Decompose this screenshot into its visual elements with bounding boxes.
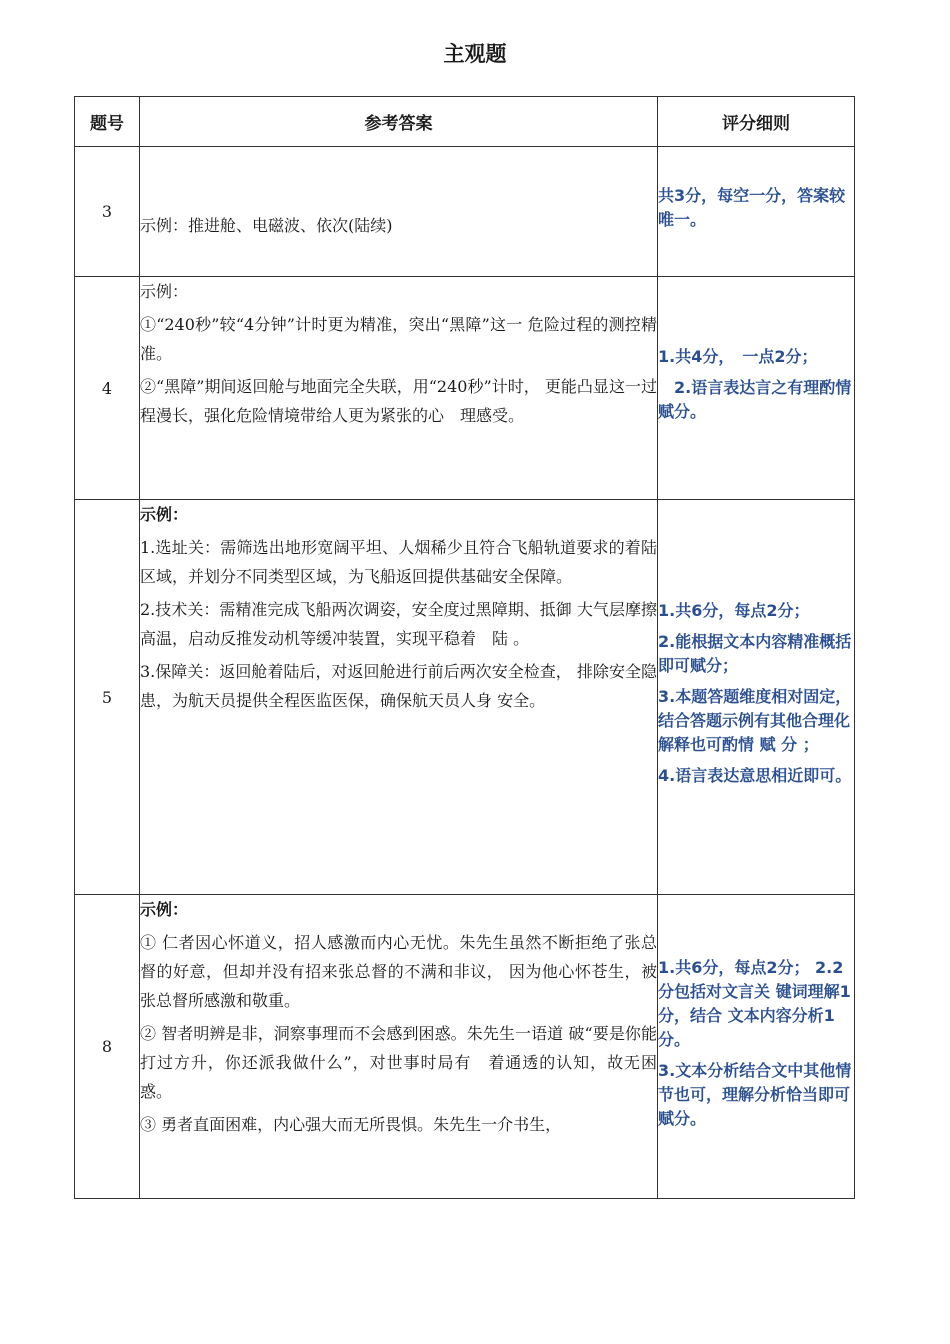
answer-paragraph: ③ 勇者直面困难，内心强大而无所畏惧。朱先生一介书生， [140,1115,562,1134]
table-row [75,500,855,895]
answer-paragraph: ②“黑障”期间返回舱与地面完全失联，用“240秒”计时， 更能凸显这一过程漫长，强化危险情境带给人更为紧张的心 理感受。 [140,377,657,425]
table-header-row [75,97,855,147]
score-cell [658,895,855,1199]
score-rule: 共3分，每空一分，答案较唯一。 [658,186,846,229]
header-score: 评分细则 [658,97,855,147]
answer-label: 示例： [140,900,189,919]
score-rule: 2.语言表达言之有理酌情赋分。 [658,378,852,421]
answer-table [74,96,855,1199]
score-rule: 2.能根据文本内容精准概括即可赋分； [658,632,852,675]
question-number: 8 [75,895,140,1199]
answer-cell [140,147,658,277]
score-rule: 1.共6分，每点2分； 2.2分包括对文言关 键词理解1分，结合 文本内容分析1分。 [658,957,851,1049]
score-rule: 3.本题答题维度相对固定，结合答题示例有其他合理化解释也可酌情 赋 分 ； [658,687,852,754]
answer-cell [140,500,658,895]
page-title: 主观题 [443,42,507,66]
answer-paragraph: 1.选址关：需筛选出地形宽阔平坦、人烟稀少且符合飞船轨道要求的着陆区域，并划分不同类型区域，为飞船返回提供基础安全保障。 [140,538,657,586]
question-number: 5 [75,500,140,895]
answer-paragraph: 2.技术关：需精准完成飞船两次调姿，安全度过黑障期、抵御 大气层摩擦高温，启动反推发动机等缓冲装置，实现平稳着 陆 。 [140,600,657,648]
answer-paragraph: 示例：推进舱、电磁波、依次(陆续) [140,216,393,235]
score-rule: 4.语言表达意思相近即可。 [658,766,852,785]
answer-label: 示例： [140,282,189,301]
score-cell [658,147,855,277]
table-row [75,895,855,1199]
score-rule: 1.共4分， 一点2分； [658,347,818,366]
table-row [75,147,855,277]
score-cell [658,277,855,500]
question-number: 3 [75,147,140,277]
question-number: 4 [75,277,140,500]
answer-cell [140,895,658,1199]
answer-paragraph: 3.保障关：返回舱着陆后，对返回舱进行前后两次安全检查， 排除安全隐患，为航天员提供全程医监医保，确保航天员人身 安全。 [140,662,657,710]
score-rule: 3.文本分析结合文中其他情节也可，理解分析恰当即可赋分。 [658,1060,852,1128]
score-cell [658,500,855,895]
answer-paragraph: ①“240秒”较“4分钟”计时更为精准，突出“黑障”这一 危险过程的测控精准。 [140,315,657,363]
answer-cell [140,277,658,500]
answer-paragraph: ① 仁者因心怀道义，招人感激而内心无忧。朱先生虽然不断拒绝了张总督的好意，但却并没有招来张总督的不满和非议， 因为他心怀苍生，被张总督所感激和敬重。 [140,933,657,1010]
answer-label: 示例： [140,505,189,524]
score-rule: 1.共6分，每点2分； [658,601,810,620]
answer-paragraph: ② 智者明辨是非，洞察事理而不会感到困惑。朱先生一语道 破“要是你能打过方升，你还派我做什么”，对世事时局有 着通透的认知，故无困惑。 [140,1024,657,1101]
header-num: 题号 [75,97,140,147]
table-row [75,277,855,500]
header-answer: 参考答案 [140,97,658,147]
